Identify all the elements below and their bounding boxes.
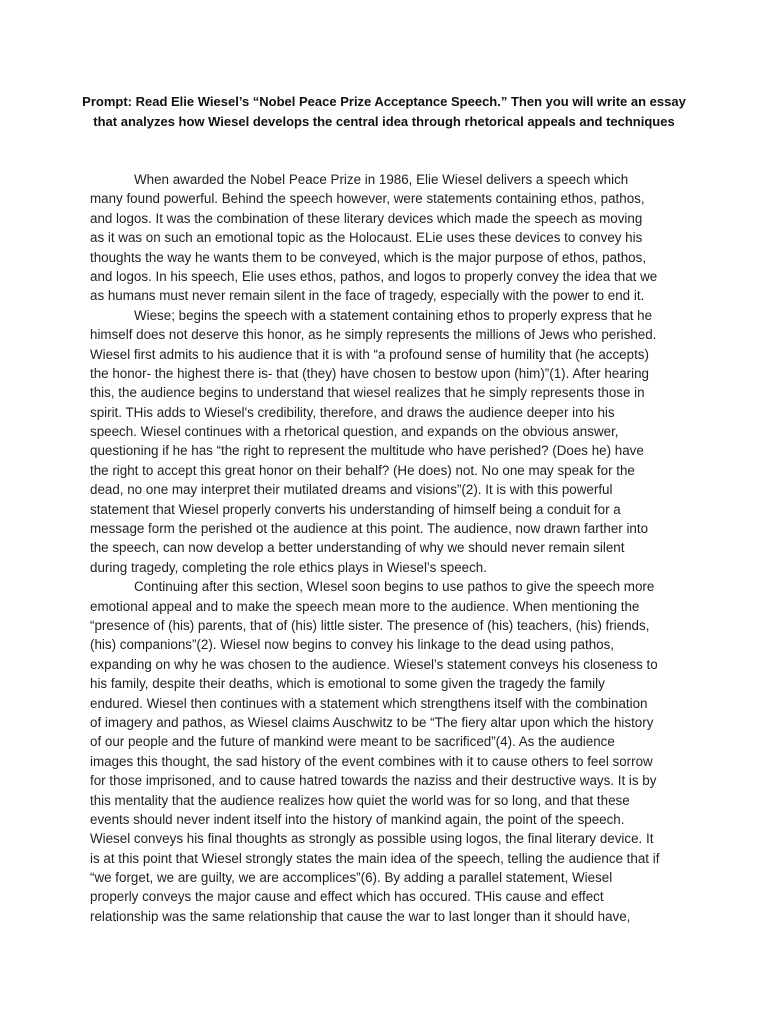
essay-line: questioning if he has “the right to represent the multitude who have perished? (Does he) have (90, 443, 644, 459)
essay-line: “presence of (his) parents, that of (his) little sister. The presence of (his) teachers, (his) friends, (90, 617, 650, 633)
essay-line: Wiesel conveys his final thoughts as strongly as possible using logos, the final literary device. It (90, 831, 654, 847)
essay-line: the right to accept this great honor on their behalf? (He does) not. No one may speak for the (90, 462, 635, 478)
essay-line: When awarded the Nobel Peace Prize in 1986, Elie Wiesel delivers a speech which (134, 172, 629, 187)
essay-line: this, the audience begins to understand that wiesel realizes that he simply represents those in (90, 385, 645, 401)
essay-line: relationship was the same relationship that cause the war to last longer than it should have, (90, 908, 631, 924)
essay-line: “we forget, we are guilty, we are accomplices”(6). By adding a parallel statement, Wiesel (90, 870, 613, 886)
essay-line: speech. Wiesel continues with a rhetorical question, and expands on the obvious answer, (90, 424, 619, 440)
essay-prompt-heading: Prompt: Read Elie Wiesel’s “Nobel Peace Prize Acceptance Speech.” Then you will write an essay that analyzes how Wiesel develops the central idea through rhetorical appeals and techniques (82, 94, 686, 129)
essay-line: is at this point that Wiesel strongly states the main idea of the speech, telling the audience that if (90, 850, 660, 866)
essay-line: this mentality that the audience realizes how quiet the world was for so long, and that these (90, 792, 630, 808)
essay-line: the honor- the highest there is- that (they) have chosen to bestow upon (him)”(1). After hearing (90, 365, 649, 381)
essay-line: images this thought, the sad history of the event combines with it to cause others to feel sorrow (90, 753, 653, 769)
essay-line: (his) companions”(2). Wiesel now begins to convey his linkage to the dead using pathos, (90, 637, 615, 653)
essay-line: Wiese; begins the speech with a statement containing ethos to properly express that he (134, 307, 653, 323)
essay-line: as humans must never remain silent in the face of tragedy, especially with the power to end it. (90, 288, 645, 304)
essay-line: properly conveys the major cause and effect which has occured. THis cause and effect (90, 889, 604, 905)
essay-line: spirit. THis adds to Wiesel's credibility, therefore, and draws the audience deeper into his (90, 404, 615, 420)
essay-line: of our people and the future of mankind were meant to be sacrificed”(4). As the audience (90, 734, 615, 750)
essay-line: many found powerful. Behind the speech however, were statements containing ethos, pathos, (90, 191, 645, 207)
essay-line: as it was on such an emotional topic as the Holocaust. ELie uses these devices to convey his (90, 230, 643, 246)
essay-line: of imagery and pathos, as Wiesel claims Auschwitz to be “The fiery altar upon which the history (90, 714, 654, 730)
essay-line: thoughts the way he wants them to be conveyed, which is the major purpose of ethos, pathos, (90, 249, 647, 265)
essay-line: statement that Wiesel properly converts his understanding of himself being a conduit for a (90, 501, 621, 517)
essay-line: Continuing after this section, WIesel soon begins to use pathos to give the speech more (134, 579, 655, 595)
essay-line: for those imprisoned, and to cause hatred towards the naziss and their destructive ways. It is by (90, 773, 657, 789)
essay-line: events should never indent itself into the history of mankind again, the point of the speech. (90, 811, 625, 827)
essay-line: and logos. It was the combination of these literary devices which made the speech as moving (90, 210, 643, 226)
essay-line: dead, no one may interpret their mutilated dreams and visions”(2). It is with this powerful (90, 482, 613, 498)
essay-body (90, 170, 678, 926)
essay-line: the speech, can now develop a better understanding of why we should never remain silent (90, 540, 625, 556)
essay-line: emotional appeal and to make the speech mean more to the audience. When mentioning the (90, 598, 640, 614)
essay-line: endured. Wiesel then continues with a statement which strengthens itself with the combination (90, 695, 648, 711)
essay-line: and logos. In his speech, Elie uses ethos, pathos, and logos to properly convey the idea that we (90, 268, 658, 284)
essay-line: expanding on why he was chosen to the audience. Wiesel’s statement conveys his closeness to (90, 656, 658, 672)
essay-line: his family, despite their deaths, which is emotional to some given the tragedy the family (90, 676, 605, 692)
essay-line: Wiesel first admits to his audience that it is with “a profound sense of humility that (he accepts) (90, 346, 649, 362)
essay-line: himself does not deserve this honor, as he simply represents the millions of Jews who perished. (90, 327, 657, 343)
essay-line: message form the perished ot the audience at this point. The audience, now drawn farther into (90, 521, 649, 537)
essay-line: during tragedy, completing the role ethics plays in Wiesel’s speech. (90, 559, 487, 575)
